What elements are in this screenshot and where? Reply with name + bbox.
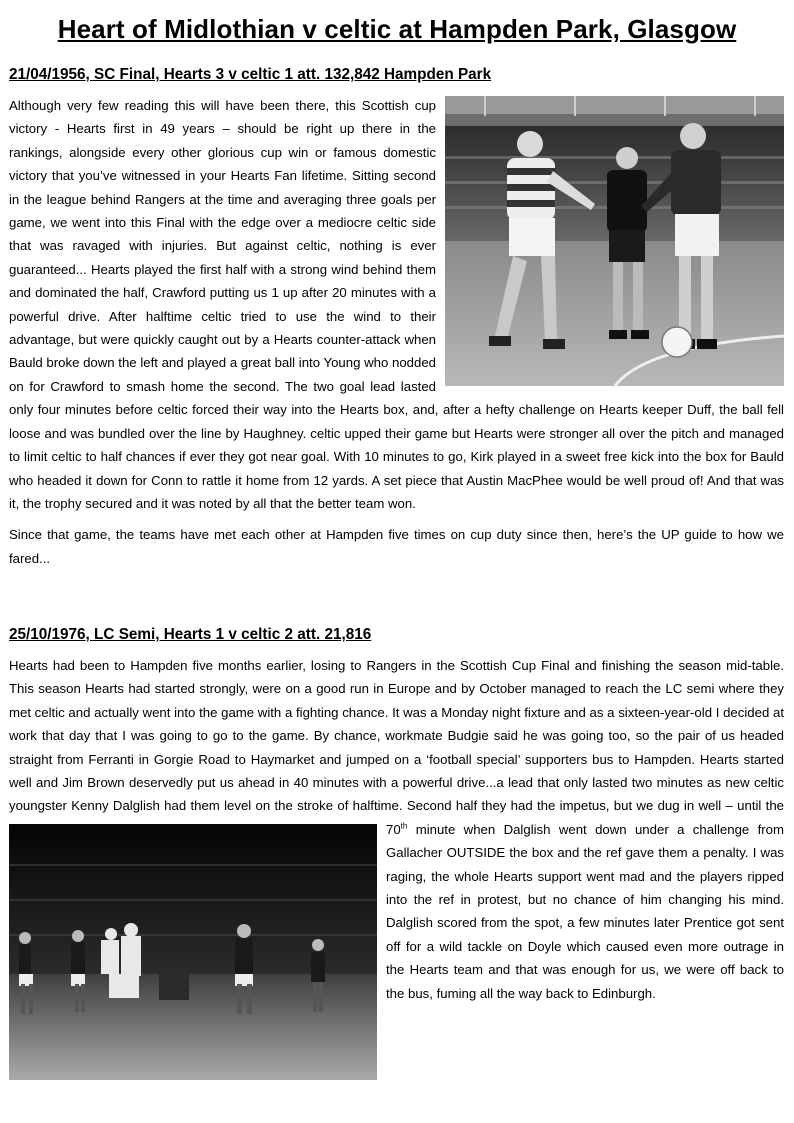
section1-heading: 21/04/1956, SC Final, Hearts 3 v celtic 1 att. 132,842 Hampden Park (9, 66, 492, 83)
section2-text-part1: Hearts had been to Hampden five months earlier, losing to Rangers in the Scottish Cup Final and finishing the season mid-table. This season Hearts had started strongly, were on a good run in Europe and by October managed to reach the LC semi where they met celtic and actually went into the game with a fighting chance. It was a Monday night fixture and as a sixteen-year-old I decided at work that day that I was going to go to the game. By chance, workmate Budgie said he was going too, so the pair of us headed straight from Ferranti in Gorgie Road to Haymarket and jumped on a ‘football special’ supporters bus to Hampden. Hearts started well and Jim Brown deservedly put us ahead in 40 minutes with a powerful drive...a lead that only lasted two minutes as new celtic youngster Kenny Dalglish had them level on the stroke of halftime. Second half they had the impetus, but we dug in well – until the 70 (9, 658, 784, 837)
ordinal-superscript: th (400, 821, 408, 831)
photo-match-night-icon (9, 824, 377, 1080)
section2-text-part2: minute when Dalglish went down under a challenge from Gallacher OUTSIDE the box and the ref gave them a penalty. I was raging, the whole Hearts support went mad and the players ripped into the ref in protest, but no chance of him changing his mind. Dalglish scored from the spot, a few minutes later Prentice got sent off for a wild tackle on Doyle which caused even more outrage in the Hearts team and that was enough for us, we were off back to the bus, fuming all the way back to Edinburgh. (386, 821, 784, 1001)
section2-body (9, 654, 784, 1086)
section1-paragraph2: Since that game, the teams have met each other at Hampden five times on cup duty since then, here’s the UP guide to how we fared... (9, 527, 784, 566)
section2-heading: 25/10/1976, LC Semi, Hearts 1 v celtic 2 att. 21,816 (9, 626, 372, 643)
page-title: Heart of Midlothian v celtic at Hampden Park, Glasgow (57, 14, 737, 44)
section1-body (9, 94, 784, 570)
photo-captains-handshake-icon (445, 96, 784, 386)
section1-paragraph1: Although very few reading this will have been there, this Scottish cup victory - Hearts first in 49 years – should be right up there in the rankings, alongside every other glorious cup win or famous domestic victory that you’ve witnessed in your Hearts Fan lifetime. Sitting second in the league behind Rangers at the time and averaging three goals per game, we went into this Final with the edge over a mediocre celtic side that was ravaged with injuries. But against celtic, nothing is ever guaranteed... Hearts played the first half with a strong wind behind them and dominated the half, Crawford putting us 1 up after 20 minutes with a powerful drive. After halftime celtic tried to use the wind to their advantage, but were quickly caught out by a Hearts counter-attack when Bauld broke down the left and played a great ball into Young who nodded on for Crawford to smash home the second. The two goal lead lasted only four minutes before celtic forced their way into the Hearts box, and, after a hefty challenge on Hearts keeper Duff, the ball fell loose and was bundled over the line by Haughney. celtic upped their game but Hearts were stronger all over the pitch and managed to limit celtic to half chances if ever they got near goal. With 10 minutes to go, Kirk played in a sweet free kick into the box for Bauld who headed it down for Conn to rattle it home from 12 yards. A set piece that Austin MacPhee would be well proud of! And that was it, the trophy secured and it was noted by all that the better team won. (9, 98, 784, 511)
